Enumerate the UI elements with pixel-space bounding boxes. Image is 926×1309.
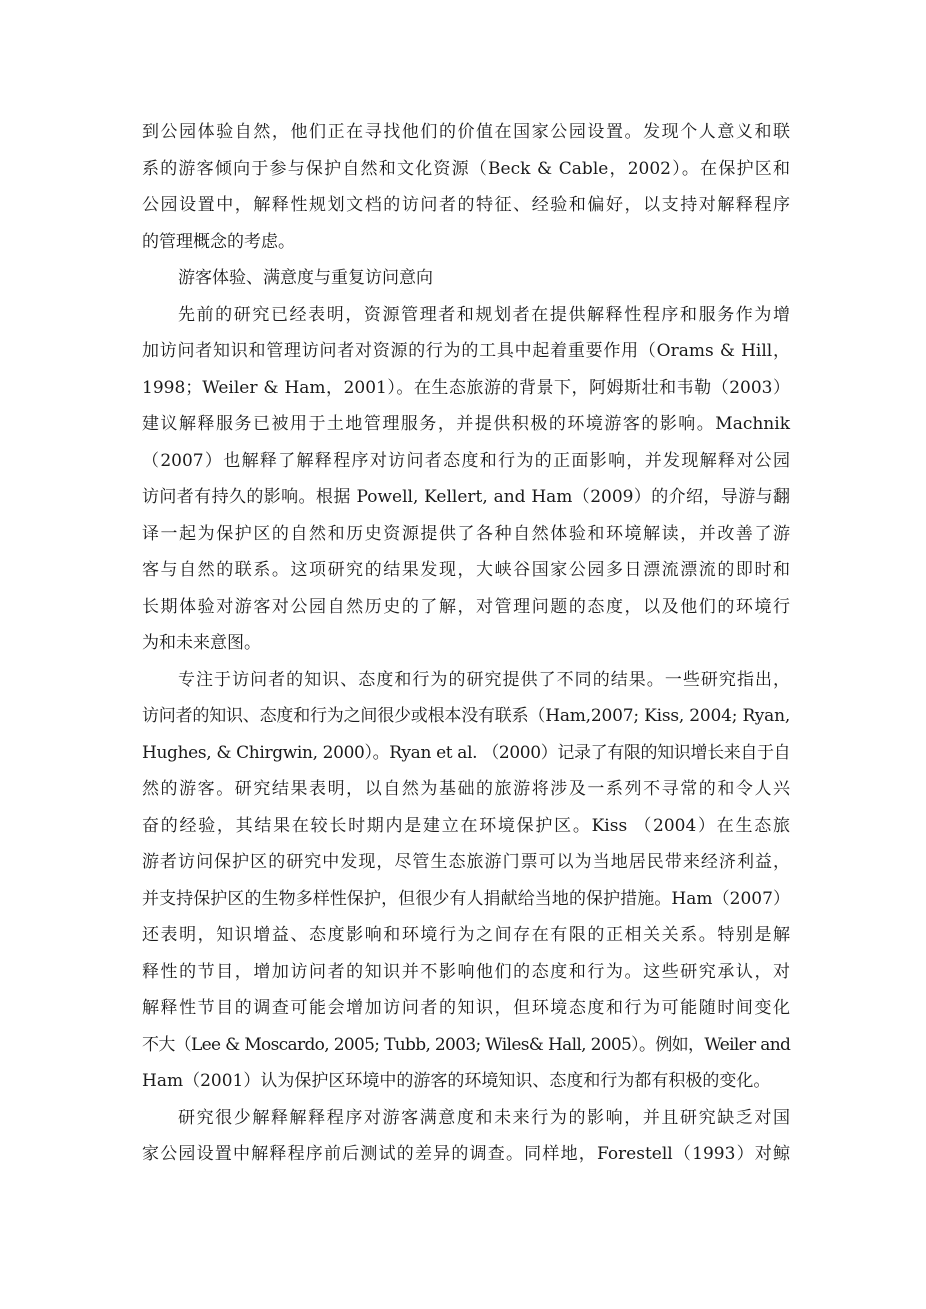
text-line: 家公园设置中解释程序前后测试的差异的调查。同样地，Forestell（1993）对鲸 bbox=[142, 1144, 790, 1164]
text-line: 然的游客。研究结果表明，以自然为基础的旅游将涉及一系列不寻常的和令人兴 bbox=[142, 779, 790, 799]
section-heading bbox=[142, 260, 790, 297]
text-line: 1998；Weiler & Ham，2001）。在生态旅游的背景下，阿姆斯壮和韦勒（2003） bbox=[142, 377, 790, 398]
text-line: 游者访问保护区的研究中发现，尽管生态旅游门票可以为当地居民带来经济利益， bbox=[142, 852, 790, 872]
text-line: （2007）也解释了解释程序对访问者态度和行为的正面影响，并发现解释对公园 bbox=[142, 450, 790, 471]
text-line: 的管理概念的考虑。 bbox=[142, 231, 295, 252]
paragraph bbox=[142, 662, 790, 1100]
paragraph bbox=[142, 297, 790, 662]
text-line: 研究很少解释解释程序对游客满意度和未来行为的影响，并且研究缺乏对国 bbox=[178, 1107, 790, 1128]
text-line: 公园设置中，解释性规划文档的访问者的特征、经验和偏好，以支持对解释程序 bbox=[142, 195, 790, 215]
text-line: 并支持保护区的生物多样性保护，但很少有人捐献给当地的保护措施。Ham（2007） bbox=[142, 888, 790, 909]
text-line: 译一起为保护区的自然和历史资源提供了各种自然体验和环境解读，并改善了游 bbox=[142, 523, 790, 544]
text-line: 访问者的知识、态度和行为之间很少或根本没有联系（Ham,2007; Kiss, 2004; Ryan, bbox=[142, 706, 791, 726]
text-line: 不大（Lee & Moscardo, 2005; Tubb, 2003; Wiles& Hall, 2005）。例如，Weiler and bbox=[142, 1034, 791, 1055]
text-line: 客与自然的联系。这项研究的结果发现，大峡谷国家公园多日漂流漂流的即时和 bbox=[142, 560, 790, 580]
text-line: 建议解释服务已被用于土地管理服务，并提供积极的环境游客的影响。Machnik bbox=[142, 414, 790, 434]
text-line: 长期体验对游客对公园自然历史的了解，对管理问题的态度，以及他们的环境行 bbox=[142, 596, 790, 617]
text-line: 奋的经验，其结果在较长时期内是建立在环境保护区。Kiss （2004）在生态旅 bbox=[142, 815, 790, 836]
document-page bbox=[142, 114, 790, 1173]
text-line: 系的游客倾向于参与保护自然和文化资源（Beck & Cable，2002）。在保护区和 bbox=[142, 158, 790, 179]
text-line: 先前的研究已经表明，资源管理者和规划者在提供解释性程序和服务作为增 bbox=[178, 304, 790, 325]
text-line: 解释性节目的调查可能会增加访问者的知识，但环境态度和行为可能随时间变化 bbox=[142, 998, 790, 1018]
text-line: 到公园体验自然，他们正在寻找他们的价值在国家公园设置。发现个人意义和联 bbox=[142, 122, 790, 142]
text-line: 访问者有持久的影响。根据 Powell, Kellert, and Ham（2009）的介绍，导游与翻 bbox=[142, 487, 790, 507]
text-line: 为和未来意图。 bbox=[142, 633, 261, 653]
heading-text: 游客体验、满意度与重复访问意向 bbox=[178, 268, 433, 288]
text-line: 释性的节目，增加访问者的知识并不影响他们的态度和行为。这些研究承认，对 bbox=[142, 961, 790, 982]
paragraph bbox=[142, 1100, 790, 1173]
text-line: Ham（2001）认为保护区环境中的游客的环境知识、态度和行为都有积极的变化。 bbox=[142, 1071, 771, 1091]
text-line: 还表明，知识增益、态度影响和环境行为之间存在有限的正相关关系。特别是解 bbox=[142, 925, 790, 945]
text-line: 加访问者知识和管理访问者对资源的行为的工具中起着重要作用（Orams & Hill， bbox=[142, 341, 790, 361]
paragraph-continuation bbox=[142, 114, 790, 260]
text-line: Hughes, & Chirgwin, 2000）。Ryan et al. （2000）记录了有限的知识增长来自于自 bbox=[142, 742, 791, 763]
text-line: 专注于访问者的知识、态度和行为的研究提供了不同的结果。一些研究指出， bbox=[178, 669, 790, 690]
